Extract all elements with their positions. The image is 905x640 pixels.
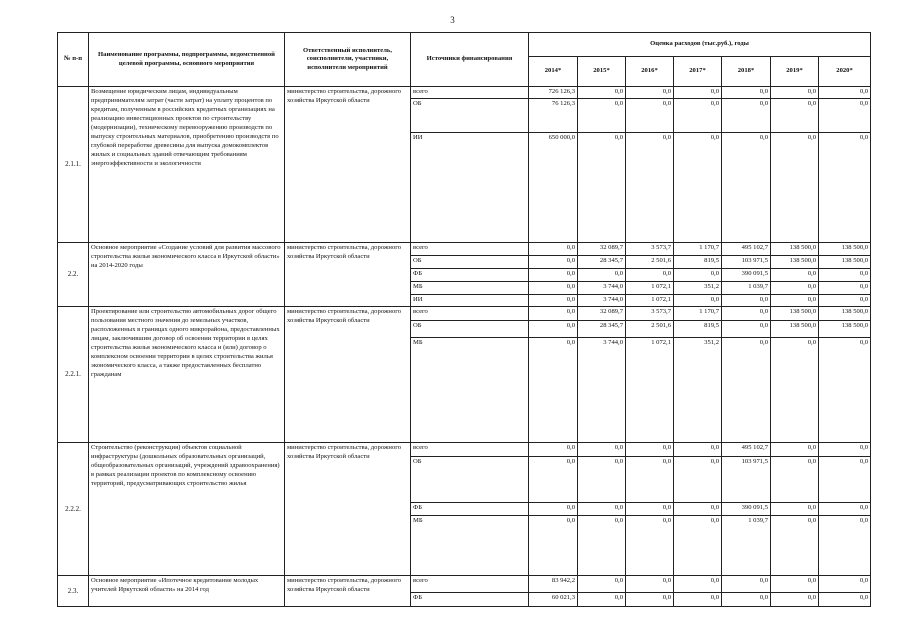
cost-value: 0,0 [529, 243, 578, 256]
table-row [58, 443, 871, 457]
cost-value: 1 039,7 [722, 282, 771, 295]
item-name: Основное мероприятие «Ипотечное кредитование молодых учителей Иркутской области» на 2014 год [89, 576, 285, 607]
cost-value: 28 345,7 [578, 321, 626, 338]
cost-value: 32 089,7 [578, 307, 626, 321]
cost-value: 0,0 [578, 503, 626, 516]
cost-value: 0,0 [722, 133, 771, 243]
cost-value: 0,0 [674, 295, 722, 307]
funding-source: ОБ [411, 457, 529, 503]
cost-value: 0,0 [674, 99, 722, 133]
funding-source: ОБ [411, 99, 529, 133]
cost-value: 0,0 [626, 503, 674, 516]
cost-value: 0,0 [626, 457, 674, 503]
cost-value: 351,2 [674, 282, 722, 295]
cost-value: 0,0 [578, 87, 626, 99]
cost-value: 0,0 [674, 133, 722, 243]
item-executor: министерство строительства, дорожного хозяйства Иркутской области [285, 443, 411, 576]
cost-value: 1 072,1 [626, 282, 674, 295]
cost-value: 0,0 [819, 338, 871, 443]
cost-value: 0,0 [578, 576, 626, 593]
item-name: Возмещение юридическим лицам, индивидуальным предпринимателям затрат (части затрат) на уплату процентов по кредитам, полученным в российских кредитных организациях на реализацию инвестиционных проектов по строительству (модернизации), техническому перевооружению производств по выпуску строительных материалов, приобретению производств по глубокой переработке древесины для выпуска домокомплектов жилых и социальных зданий отвечающим требованиям энергоэффективности и экологичности [89, 87, 285, 243]
cost-value: 0,0 [674, 443, 722, 457]
cost-value: 0,0 [819, 269, 871, 282]
cost-value: 1 072,1 [626, 295, 674, 307]
cost-value: 0,0 [674, 87, 722, 99]
cost-value: 138 500,0 [771, 256, 819, 269]
cost-value: 0,0 [771, 443, 819, 457]
cost-value: 0,0 [771, 133, 819, 243]
cost-value: 0,0 [819, 295, 871, 307]
cost-value: 0,0 [771, 99, 819, 133]
header-executor: Ответственный исполнитель, соисполнители, участники, исполнители мероприятий [285, 33, 411, 87]
cost-value: 103 971,5 [722, 457, 771, 503]
cost-value: 138 500,0 [771, 243, 819, 256]
cost-value: 138 500,0 [771, 307, 819, 321]
cost-value: 28 345,7 [578, 256, 626, 269]
cost-value: 390 091,5 [722, 269, 771, 282]
cost-value: 0,0 [529, 307, 578, 321]
cost-value: 0,0 [578, 516, 626, 576]
cost-value: 0,0 [529, 282, 578, 295]
header-funding-source: Источники финансирования [411, 33, 529, 87]
cost-value: 83 942,2 [529, 576, 578, 593]
funding-source: МБ [411, 516, 529, 576]
header-year: 2014* [529, 57, 578, 87]
cost-value: 0,0 [578, 269, 626, 282]
funding-source: ФБ [411, 269, 529, 282]
cost-value: 0,0 [722, 321, 771, 338]
item-code: 2.2.1. [58, 307, 89, 443]
funding-source: ОБ [411, 321, 529, 338]
expenditure-table [57, 32, 871, 607]
item-code: 2.3. [58, 576, 89, 607]
cost-value: 1 072,1 [626, 338, 674, 443]
cost-value: 0,0 [722, 338, 771, 443]
item-code: 2.1.1. [58, 87, 89, 243]
funding-source: ФБ [411, 503, 529, 516]
table-row [58, 243, 871, 256]
funding-source: МБ [411, 282, 529, 295]
cost-value: 0,0 [819, 576, 871, 593]
cost-value: 0,0 [529, 503, 578, 516]
cost-value: 0,0 [529, 269, 578, 282]
cost-value: 3 744,0 [578, 282, 626, 295]
cost-value: 0,0 [578, 99, 626, 133]
cost-value: 0,0 [771, 457, 819, 503]
header-number: № п-п [58, 33, 89, 87]
cost-value: 0,0 [674, 576, 722, 593]
cost-value: 32 089,7 [578, 243, 626, 256]
cost-value: 726 126,3 [529, 87, 578, 99]
cost-value: 0,0 [722, 593, 771, 607]
cost-value: 0,0 [578, 457, 626, 503]
cost-value: 138 500,0 [819, 243, 871, 256]
cost-value: 3 744,0 [578, 338, 626, 443]
item-code: 2.2. [58, 243, 89, 307]
header-program-name: Наименование программы, подпрограммы, ведомственной целевой программы, основного мероприятия [89, 33, 285, 87]
cost-value: 0,0 [819, 282, 871, 295]
item-name: Проектирование или строительство автомобильных дорог общего пользования местного значения до земельных участков, расположенных в границах одного микрорайона, предоставленных лицам, заключившим договор об освоении территории в целях строительства жилья экономического класса и (или) договор о комплексном освоении территории в целях строительства жилья экономического класса, а также предоставленных бесплатно гражданам [89, 307, 285, 443]
cost-value: 0,0 [722, 307, 771, 321]
cost-value: 0,0 [674, 503, 722, 516]
cost-value: 495 102,7 [722, 443, 771, 457]
header-year: 2020* [819, 57, 871, 87]
cost-value: 0,0 [722, 295, 771, 307]
item-executor: министерство строительства, дорожного хозяйства Иркутской области [285, 576, 411, 607]
cost-value: 1 039,7 [722, 516, 771, 576]
cost-value: 1 170,7 [674, 243, 722, 256]
item-code: 2.2.2. [58, 443, 89, 576]
cost-value: 0,0 [819, 133, 871, 243]
cost-value: 0,0 [626, 99, 674, 133]
funding-source: всего [411, 243, 529, 256]
cost-value: 0,0 [529, 295, 578, 307]
cost-value: 0,0 [819, 516, 871, 576]
cost-value: 0,0 [819, 503, 871, 516]
cost-value: 0,0 [626, 87, 674, 99]
item-name: Основное мероприятие «Создание условий для развития массового строительства жилья экономического класса в Иркутской области» на 2014-2020 годы [89, 243, 285, 307]
cost-value: 0,0 [674, 269, 722, 282]
cost-value: 138 500,0 [819, 256, 871, 269]
cost-value: 0,0 [771, 576, 819, 593]
cost-value: 0,0 [626, 593, 674, 607]
cost-value: 138 500,0 [771, 321, 819, 338]
cost-value: 819,5 [674, 256, 722, 269]
cost-value: 0,0 [529, 321, 578, 338]
table-row [58, 307, 871, 321]
cost-value: 2 501,6 [626, 321, 674, 338]
cost-value: 0,0 [529, 338, 578, 443]
cost-value: 0,0 [771, 338, 819, 443]
header-year: 2015* [578, 57, 626, 87]
item-name: Строительство (реконструкция) объектов социальной инфраструктуры (дошкольных образовательных организаций, общеобразовательных организаций, учреждений здравоохранения) в рамках реализации проектов по комплексному освоению территорий, предусматривающих строительство жилья [89, 443, 285, 576]
funding-source: всего [411, 576, 529, 593]
cost-value: 0,0 [529, 443, 578, 457]
cost-value: 351,2 [674, 338, 722, 443]
cost-value: 0,0 [626, 443, 674, 457]
cost-value: 0,0 [529, 256, 578, 269]
cost-value: 138 500,0 [819, 321, 871, 338]
cost-value: 0,0 [578, 133, 626, 243]
table-row [58, 576, 871, 593]
cost-value: 0,0 [529, 516, 578, 576]
cost-value: 0,0 [578, 443, 626, 457]
cost-value: 138 500,0 [819, 307, 871, 321]
cost-value: 0,0 [771, 295, 819, 307]
cost-value: 650 000,0 [529, 133, 578, 243]
cost-value: 0,0 [771, 503, 819, 516]
cost-value: 0,0 [626, 133, 674, 243]
cost-value: 0,0 [819, 99, 871, 133]
funding-source: всего [411, 307, 529, 321]
table-row [58, 87, 871, 99]
funding-source: МБ [411, 338, 529, 443]
header-year: 2017* [674, 57, 722, 87]
funding-source: ИИ [411, 295, 529, 307]
cost-value: 0,0 [771, 282, 819, 295]
item-executor: министерство строительства, дорожного хозяйства Иркутской области [285, 307, 411, 443]
funding-source: ИИ [411, 133, 529, 243]
funding-source: всего [411, 87, 529, 99]
cost-value: 0,0 [674, 516, 722, 576]
cost-value: 0,0 [819, 593, 871, 607]
cost-value: 0,0 [771, 516, 819, 576]
funding-source: всего [411, 443, 529, 457]
cost-value: 819,5 [674, 321, 722, 338]
cost-value: 390 091,5 [722, 503, 771, 516]
funding-source: ФБ [411, 593, 529, 607]
header-cost-estimate: Оценка расходов (тыс.руб.), годы [529, 33, 871, 57]
funding-source: ОБ [411, 256, 529, 269]
cost-value: 0,0 [626, 269, 674, 282]
cost-value: 3 573,7 [626, 307, 674, 321]
cost-value: 3 573,7 [626, 243, 674, 256]
cost-value: 0,0 [819, 443, 871, 457]
cost-value: 495 102,7 [722, 243, 771, 256]
cost-value: 0,0 [578, 593, 626, 607]
item-executor: министерство строительства, дорожного хозяйства Иркутской области [285, 87, 411, 243]
cost-value: 0,0 [626, 576, 674, 593]
cost-value: 0,0 [722, 99, 771, 133]
cost-value: 0,0 [722, 87, 771, 99]
cost-value: 0,0 [819, 457, 871, 503]
cost-value: 60 021,3 [529, 593, 578, 607]
cost-value: 2 501,6 [626, 256, 674, 269]
cost-value: 0,0 [819, 87, 871, 99]
cost-value: 0,0 [529, 457, 578, 503]
cost-value: 3 744,0 [578, 295, 626, 307]
cost-value: 76 126,3 [529, 99, 578, 133]
cost-value: 0,0 [674, 593, 722, 607]
cost-value: 0,0 [674, 457, 722, 503]
cost-value: 103 971,5 [722, 256, 771, 269]
cost-value: 0,0 [771, 593, 819, 607]
cost-value: 0,0 [771, 87, 819, 99]
header-year: 2019* [771, 57, 819, 87]
page-number: 3 [450, 15, 455, 25]
header-year: 2016* [626, 57, 674, 87]
cost-value: 0,0 [722, 576, 771, 593]
cost-value: 0,0 [771, 269, 819, 282]
item-executor: министерство строительства, дорожного хозяйства Иркутской области [285, 243, 411, 307]
cost-value: 0,0 [626, 516, 674, 576]
header-year: 2018* [722, 57, 771, 87]
cost-value: 1 170,7 [674, 307, 722, 321]
